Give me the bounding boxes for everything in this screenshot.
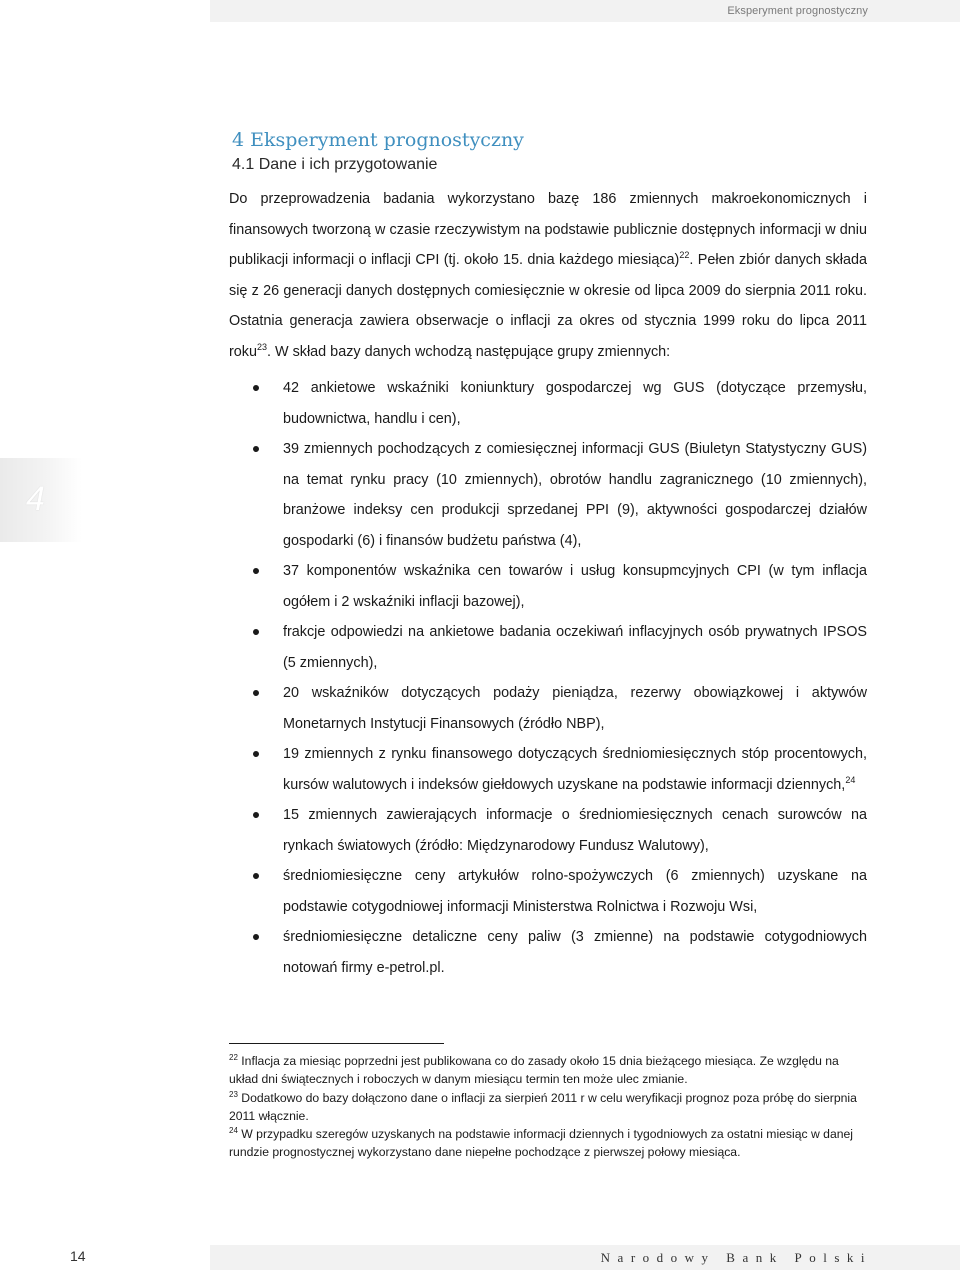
publisher-name: Narodowy Bank Polski xyxy=(600,1250,872,1265)
body-content xyxy=(229,184,867,983)
list-item: 42 ankietowe wskaźniki koniunktury gospodarczej wg GUS (dotyczące przemysłu, budownictwa, handlu i cen), xyxy=(229,373,867,434)
footnote-ref-22[interactable]: 22 xyxy=(679,250,690,261)
running-header xyxy=(210,0,960,22)
list-item: 39 zmiennych pochodzących z comiesięcznej informacji GUS (Biuletyn Statystyczny GUS) na temat rynku pracy (10 zmiennych), obrotów handlu zagranicznego (10 zmiennych), branżowe indeksy cen produkcji sprzedanej PPI (9), aktywności gospodarczej działów gospodarki (6) i finansów budżetu państwa (4), xyxy=(229,434,867,556)
running-header-title: Eksperyment prognostyczny xyxy=(727,5,868,17)
footnote-text: W przypadku szeregów uzyskanych na podstawie informacji dziennych i tygodniowych za ostatni miesiąc w danej rundzie prognostycznej wykorzystano dane niepełne pochodzące z pierwszej połowy miesiąca. xyxy=(229,1127,853,1160)
footnote-ref-24[interactable]: 24 xyxy=(845,774,856,785)
bullet-icon xyxy=(253,873,259,879)
list-item: frakcje odpowiedzi na ankietowe badania oczekiwań inflacyjnych osób prywatnych IPSOS (5 zmiennych), xyxy=(229,617,867,678)
chapter-heading: 4 Eksperyment prognostyczny xyxy=(232,129,524,151)
bullet-icon xyxy=(253,812,259,818)
list-item: 15 zmiennych zawierających informacje o średniomiesięcznych cenach surowców na rynkach światowych (źródło: Międzynarodowy Fundusz Walutowy), xyxy=(229,800,867,861)
list-item: 19 zmiennych z rynku finansowego dotyczących średniomiesięcznych stóp procentowych, kursów walutowych i indeksów giełdowych uzyskane na podstawie informacji dziennych,$^{24}$ xyxy=(229,739,867,800)
list-item: średniomiesięczne ceny artykułów rolno-spożywczych (6 zmiennych) uzyskane na podstawie cotygodniowej informacji Ministerstwa Rolnictwa i Rozwoju Wsi, xyxy=(229,861,867,922)
list-item: średniomiesięczne detaliczne ceny paliw (3 zmienne) na podstawie cotygodniowych notowań firmy e-petrol.pl. xyxy=(229,922,867,983)
footnote-ref-23[interactable]: 23 xyxy=(257,341,268,352)
list-item: 37 komponentów wskaźnika cen towarów i usług konsupmcyjnych CPI (w tym inflacja ogółem i 2 wskaźniki inflacji bazowej), xyxy=(229,556,867,617)
footnote-text: Dodatkowo do bazy dołączono dane o inflacji za sierpień 2011 r w celu weryfikacji prognoz poza próbę do sierpnia 2011 włącznie. xyxy=(229,1090,857,1123)
section-heading: 4.1 Dane i ich przygotowanie xyxy=(232,156,438,173)
bullet-icon xyxy=(253,751,259,757)
page-number: 14 xyxy=(70,1248,86,1264)
intro-paragraph xyxy=(229,184,867,367)
footnote-22 xyxy=(229,1052,869,1089)
bullet-icon xyxy=(253,385,259,391)
bullet-icon xyxy=(253,690,259,696)
footnote-24 xyxy=(229,1125,869,1162)
footnote-number: 24 xyxy=(229,1126,238,1136)
bullet-icon xyxy=(253,446,259,452)
chapter-tab xyxy=(0,458,82,542)
footnote-number: 23 xyxy=(229,1089,238,1099)
chapter-tab-number: 4 xyxy=(26,480,45,518)
variable-groups-list xyxy=(229,373,867,983)
footnotes xyxy=(229,1052,869,1162)
footnote-number: 22 xyxy=(229,1053,238,1062)
bullet-icon xyxy=(253,934,259,940)
bullet-icon xyxy=(253,629,259,635)
footnote-23 xyxy=(229,1089,869,1126)
intro-text-part2: . Pełen zbiór danych składa się z 26 generacji danych dostępnych comiesięcznie w okresie od lipca 2009 do sierpnia 2011 roku. Ostatnia generacja zawiera obserwacje o inflacji za okres od stycznia 1999 roku do lipca 2011 roku xyxy=(229,252,867,360)
intro-text-part1: Do przeprowadzenia badania wykorzystano bazę 186 zmiennych makroekonomicznych i finansowych tworzoną w czasie rzeczywistym na podstawie publicznie dostępnych informacji w dniu publikacji informacji o inflacji CPI (tj. około 15. dnia każdego miesiąca) xyxy=(229,191,867,268)
footnote-text: Inflacja za miesiąc poprzedni jest publikowana co do zasady około 15 dnia bieżącego miesiąca. Ze względu na układ dni świątecznych i roboczych w danym miesiącu termin ten może ulec zmianie. xyxy=(229,1054,839,1087)
bullet-icon xyxy=(253,568,259,574)
page-footer xyxy=(210,1245,960,1270)
intro-text-part3: . W skład bazy danych wchodzą następujące grupy zmiennych: xyxy=(267,343,671,360)
footnote-divider xyxy=(229,1043,444,1044)
list-item: 20 wskaźników dotyczących podaży pieniądza, rezerwy obowiązkowej i aktywów Monetarnych Instytucji Finansowych (źródło NBP), xyxy=(229,678,867,739)
